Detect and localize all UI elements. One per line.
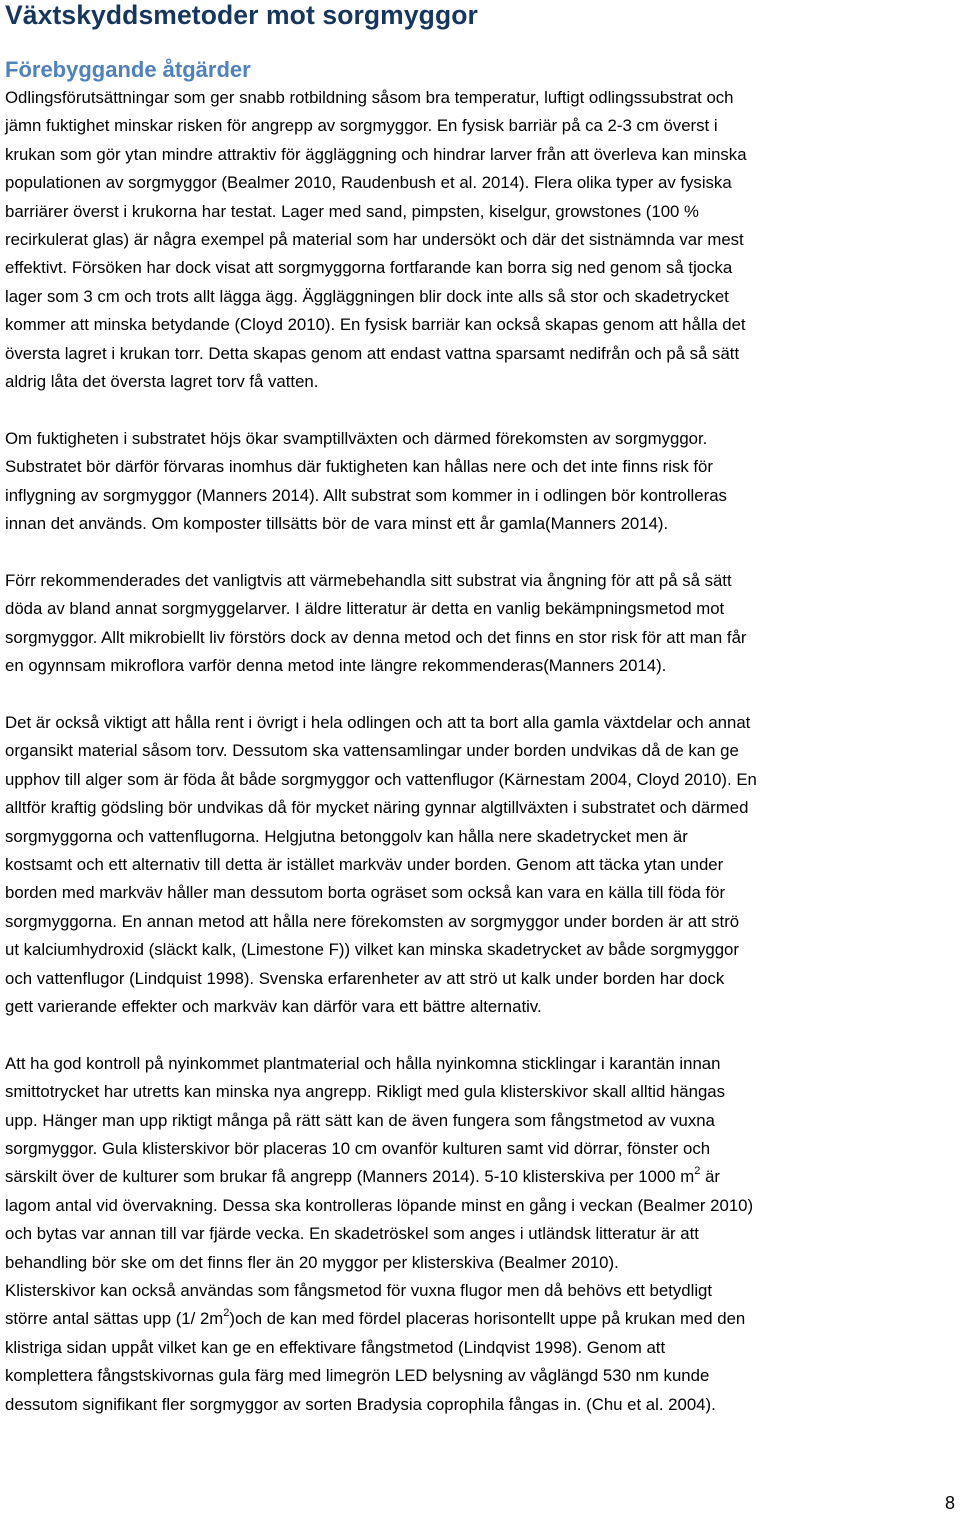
text-line: ut kalciumhydroxid (släckt kalk, (Limestone F)) vilket kan minska skadetrycket av både sorgmyggor	[5, 940, 739, 960]
text-line: upp. Hänger man upp riktigt många på rätt sätt kan de även fungera som fångstmetod av vuxna	[5, 1110, 715, 1130]
text-line: sorgmyggorna och vattenflugorna. Helgjutna betonggolv kan hålla nere skadetrycket men är	[5, 826, 688, 846]
text-line: Odlingsförutsättningar som ger snabb rotbildning såsom bra temperatur, luftigt odlingssubstrat och	[5, 88, 734, 107]
text-line: gett varierande effekter och markväv kan därför vara ett bättre alternativ.	[5, 996, 542, 1016]
text-line: sorgmyggorna. En annan metod att hålla nere förekomsten av sorgmyggor under borden är att strö	[5, 911, 740, 931]
text-line: Klisterskivor kan också användas som fångsmetod för vuxna flugor men då behövs ett betydligt	[5, 1281, 713, 1300]
body-text	[5, 84, 957, 1419]
text-segment: )och de kan med fördel placeras horisontellt uppe på krukan med den	[229, 1309, 746, 1329]
paragraph-led-traps	[5, 1277, 957, 1419]
text-line: översta lagret i krukan torr. Detta skapas genom att endast vattna sparsamt nedifrån och på så sätt	[5, 343, 740, 363]
text-line: Om fuktigheten i substratet höjs ökar svamptillväxten och därmed förekomsten av sorgmyggor.	[5, 428, 708, 448]
text-line-with-superscript	[5, 1305, 957, 1333]
text-line: borden med markväv håller man dessutom borta ogräset som också kan vara en källa till föda för	[5, 883, 726, 903]
text-line: dessutom signifikant fler sorgmyggor av sorten Bradysia coprophila fångas in. (Chu et al. 2004).	[5, 1394, 716, 1414]
text-line: krukan som gör ytan mindre attraktiv för äggläggning och hindrar larver från att överleva kan minska	[5, 144, 747, 164]
text-line: sorgmyggor. Gula klisterskivor bör placeras 10 cm ovanför kulturen samt vid dörrar, fönster och	[5, 1138, 711, 1158]
page-title: Växtskyddsmetoder mot sorgmyggor	[5, 0, 478, 30]
text-line: behandling bör ske om det finns fler än 20 myggor per klisterskiva (Bealmer 2010).	[5, 1252, 619, 1272]
text-line: och vattenflugor (Lindquist 1998). Svenska erfarenheter av att strö ut kalk under borden har dock	[5, 968, 725, 988]
text-line: Förr rekommenderades det vanligtvis att värmebehandla sitt substrat via ångning för att på så sätt	[5, 570, 732, 590]
paragraph-sticky-traps	[5, 1050, 957, 1277]
text-line: komplettera fångstskivornas gula färg med limegrön LED belysning av våglängd 530 nm kunde	[5, 1366, 710, 1386]
text-line: lagom antal vid övervakning. Dessa ska kontrolleras löpande minst en gång i veckan (Bealmer 2010)	[5, 1195, 754, 1215]
superscript: 2	[694, 1164, 701, 1177]
text-line: kostsamt och ett alternativ till detta är istället markväv under borden. Genom att täcka ytan under	[5, 854, 724, 874]
text-segment: är	[700, 1167, 720, 1187]
paragraph-hygiene	[5, 709, 957, 1021]
superscript: 2	[223, 1306, 230, 1319]
text-line-with-superscript	[5, 1163, 957, 1191]
text-line: Att ha god kontroll på nyinkommet plantmaterial och hålla nyinkomna sticklingar i karantän innan	[5, 1053, 721, 1073]
text-line: Det är också viktigt att hålla rent i övrigt i hela odlingen och att ta bort alla gamla växtdelar och annat	[5, 712, 751, 732]
text-line: upphov till alger som är föda åt både sorgmyggor och vattenflugor (Kärnestam 2004, Cloyd 2010). En	[5, 769, 757, 789]
text-segment: särskilt över de kulturer som brukar få angrepp (Manners 2014). 5-10 klisterskiva per 1000 m	[5, 1167, 695, 1187]
text-line: effektivt. Försöken har dock visat att sorgmyggorna fortfarande kan borra sig ned genom så tjocka	[5, 258, 733, 278]
text-line: lager som 3 cm och trots allt lägga ägg. Äggläggningen blir dock inte alls så stor och skadetrycket	[5, 286, 729, 306]
paragraph-physical-barriers	[5, 84, 957, 396]
page-number: 8	[944, 1493, 955, 1513]
text-line: och bytas var annan till var fjärde vecka. En skadetröskel som anges i utländsk litteratur är att	[5, 1224, 699, 1244]
text-line: inflygning av sorgmyggor (Manners 2014). Allt substrat som kommer in i odlingen bör kontrolleras	[5, 485, 727, 505]
text-line: Substratet bör därför förvaras inomhus där fuktigheten kan hållas nere och det inte finns risk för	[5, 457, 713, 477]
text-line: recirkulerat glas) är några exempel på material som har undersökt och där det sistnämnda var mest	[5, 230, 744, 250]
paragraph-substrate-moisture	[5, 425, 957, 539]
text-line: aldrig låta det översta lagret torv få vatten.	[5, 372, 319, 392]
text-line: alltför kraftig gödsling bör undvikas då för mycket näring gynnar algtillväxten i substratet och därmed	[5, 798, 749, 818]
text-line: innan det används. Om komposter tillsätts bör de vara minst ett år gamla(Manners 2014).	[5, 514, 669, 534]
document-page	[5, 0, 957, 1419]
text-line: jämn fuktighet minskar risken för angrepp av sorgmyggor. En fysisk barriär på ca 2-3 cm överst i	[5, 116, 718, 136]
text-line: döda av bland annat sorgmyggelarver. I äldre litteratur är detta en vanlig bekämpningsmetod mot	[5, 599, 725, 619]
text-segment: större antal sättas upp (1/ 2m	[5, 1309, 224, 1329]
text-line: sorgmyggor. Allt mikrobiellt liv förstörs dock av denna metod och det finns en stor risk för att man får	[5, 627, 747, 647]
text-line: populationen av sorgmyggor (Bealmer 2010, Raudenbush et al. 2014). Flera olika typer av fysiska	[5, 173, 732, 193]
text-line: organsikt material såsom torv. Dessutom ska vattensamlingar under borden undvikas då de kan ge	[5, 741, 739, 761]
text-line: en ogynnsam mikroflora varför denna metod inte längre rekommenderas(Manners 2014).	[5, 656, 667, 676]
section-heading: Förebyggande åtgärder	[5, 57, 251, 82]
text-line: smittotrycket har utretts kan minska nya angrepp. Rikligt med gula klisterskivor skall alltid hängas	[5, 1082, 726, 1102]
paragraph-heat-treatment	[5, 567, 957, 681]
text-line: kommer att minska betydande (Cloyd 2010). En fysisk barriär kan också skapas genom att hålla det	[5, 315, 746, 335]
text-line: klistriga sidan uppåt vilket kan ge en effektivare fångstmetod (Lindqvist 1998). Genom att	[5, 1337, 666, 1357]
text-line: barriärer överst i krukorna har testat. Lager med sand, pimpsten, kiselgur, growstones (100 %	[5, 201, 699, 221]
